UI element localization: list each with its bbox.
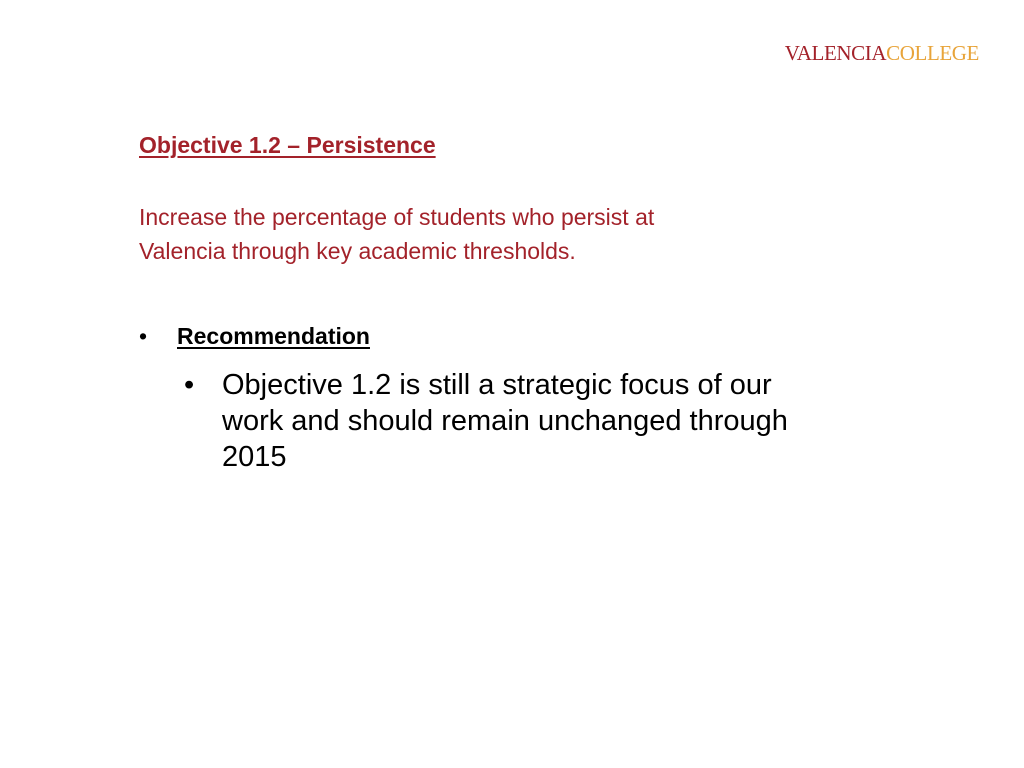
logo-wordmark-valencia: VALENCIA: [784, 41, 887, 65]
slide-heading: Objective 1.2 – Persistence: [139, 132, 436, 158]
recommendation-detail-line: Objective 1.2 is still a strategic focus of our: [222, 369, 772, 401]
objective-description: [139, 200, 839, 268]
objective-description-line: Increase the percentage of students who persist at: [139, 204, 655, 230]
logo-wordmark-college: COLLEGE: [886, 41, 979, 65]
valencia-college-logo: [785, 43, 979, 64]
recommendation-bullet: [139, 323, 370, 350]
bullet-symbol: •: [139, 323, 148, 349]
recommendation-detail-bullet: [184, 367, 904, 475]
recommendation-detail-line: work and should remain unchanged through: [222, 405, 788, 437]
recommendation-detail-text: [222, 367, 904, 475]
recommendation-label: Recommendation: [177, 323, 370, 349]
bullet-symbol: •: [184, 369, 195, 401]
recommendation-detail-line: 2015: [222, 441, 287, 473]
objective-description-line: Valencia through key academic thresholds.: [139, 238, 576, 264]
